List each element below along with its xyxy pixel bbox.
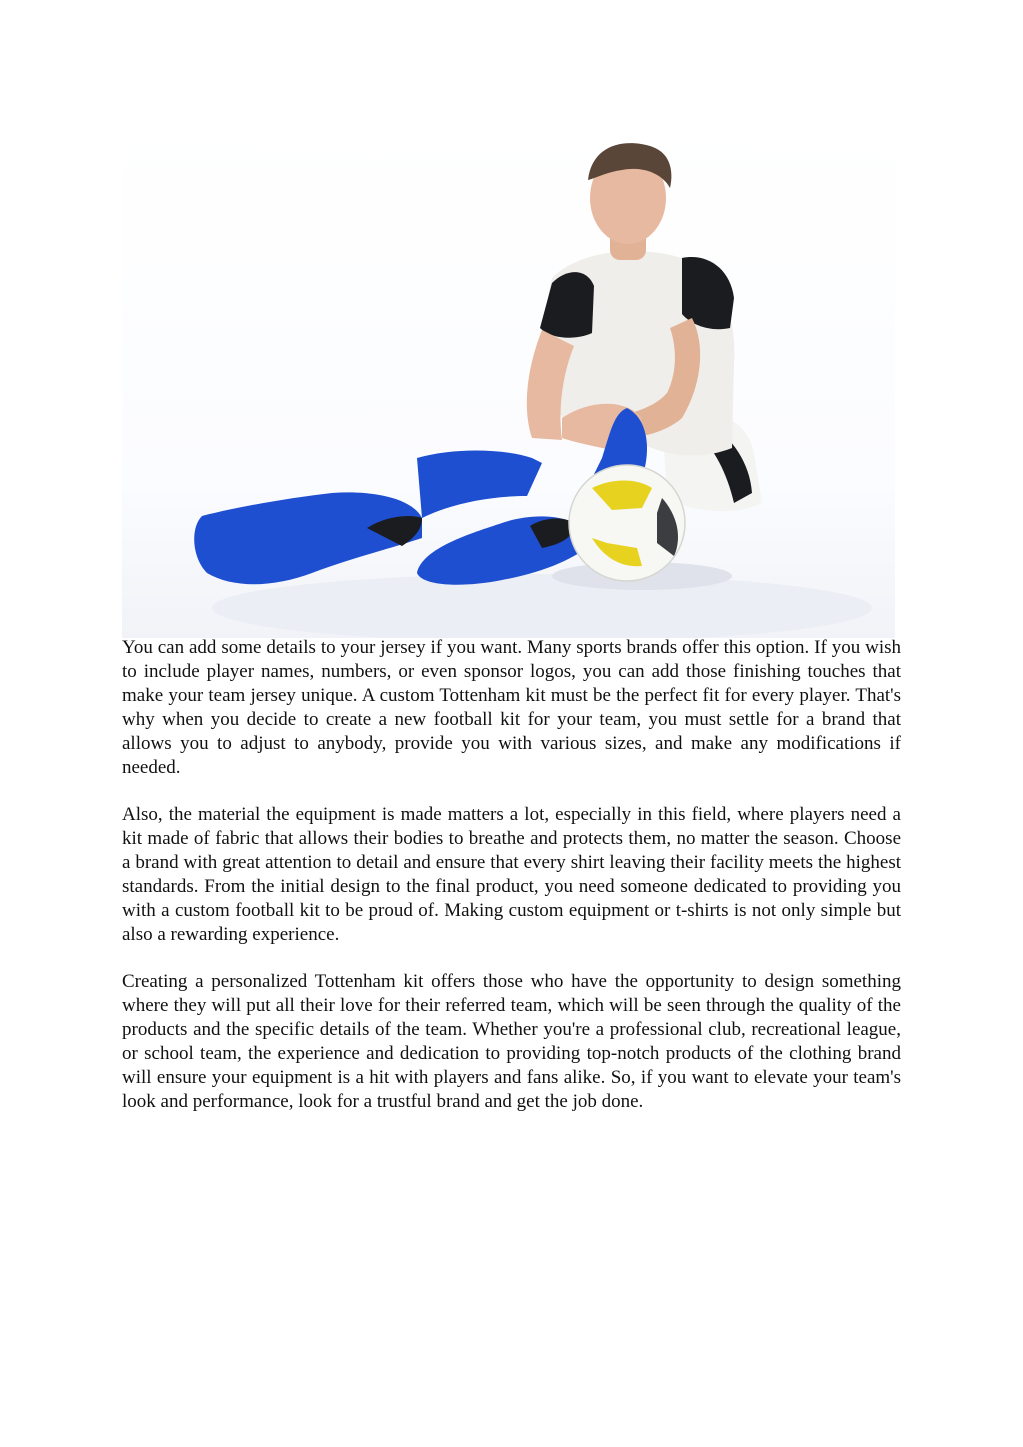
right-sleeve (682, 257, 734, 329)
soccer-player-illustration (122, 118, 895, 638)
paragraph-2: Also, the material the equipment is made matters a lot, especially in this field, where players need a kit made of fabric that allows their bodies to breathe and protects them, no matter the season. Choose a brand with great attention to detail and ensure that every shirt leaving their facility meets the highest standards. From the initial design to the final product, you need someone dedicated to providing you with a custom football kit to be proud of. Making custom equipment or t-shirts is not only simple but also a rewarding experience. (122, 804, 901, 945)
left-sleeve (540, 272, 594, 338)
soccer-player-photo (122, 118, 895, 638)
paragraph-3: Creating a personalized Tottenham kit offers those who have the opportunity to design something where they will put all their love for their referred team, which will be seen through the quality of the products and the specific details of the team. Whether you're a professional club, recreational league, or school team, the experience and dedication to providing top-notch products of the clothing brand will ensure your equipment is a hit with players and fans alike. So, if you want to elevate your team's look and performance, look for a trustful brand and get the job done. (122, 971, 901, 1112)
article-body (122, 636, 901, 1137)
floor-shadow (212, 574, 872, 638)
paragraph-1: You can add some details to your jersey if you want. Many sports brands offer this option. If you wish to include player names, numbers, or even sponsor logos, you can add those finishing touches that make your team jersey unique. A custom Tottenham kit must be the perfect fit for every player. That's why when you decide to create a new football kit for your team, you must settle for a brand that allows you to adjust to anybody, provide you with various sizes, and make any modifications if needed. (122, 637, 901, 778)
left-sock (417, 451, 542, 519)
